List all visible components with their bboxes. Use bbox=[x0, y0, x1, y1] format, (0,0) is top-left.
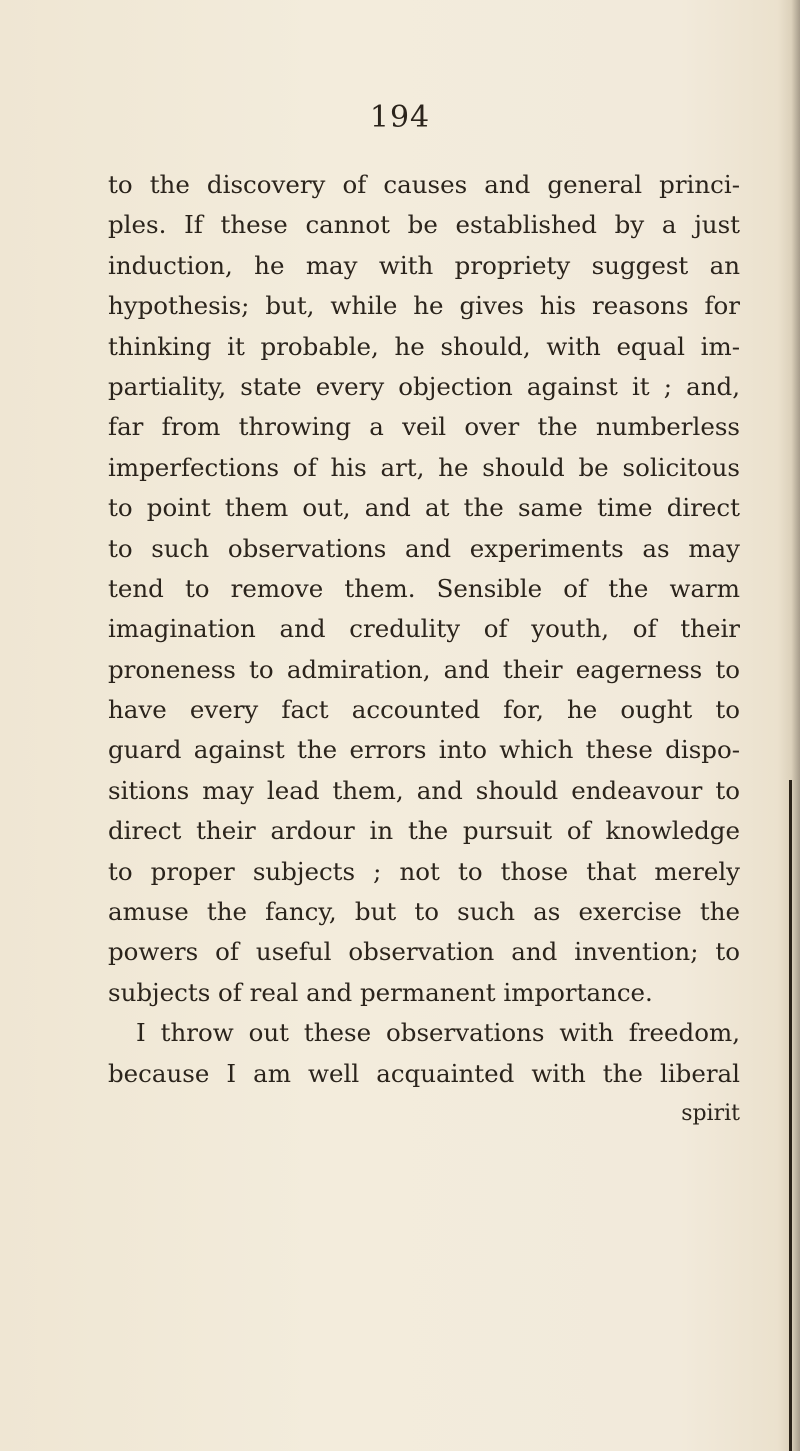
text-line: imperfections of his art, he should be solicitous bbox=[108, 452, 740, 482]
text-line: proneness to admiration, and their eagerness to bbox=[108, 654, 740, 684]
text-line: to proper subjects ; not to those that merely bbox=[108, 856, 740, 886]
text-line: far from throwing a veil over the numberless bbox=[108, 412, 740, 442]
text-line: to the discovery of causes and general princi- bbox=[108, 170, 740, 199]
text-line: to such observations and experiments as may bbox=[108, 533, 740, 563]
text-line: powers of useful observation and invention; to bbox=[108, 937, 740, 967]
text-line: I throw out these observations with freedom, bbox=[136, 1018, 740, 1048]
text-line: thinking it probable, he should, with equal im- bbox=[108, 331, 740, 361]
page-number: 194 bbox=[369, 100, 431, 135]
catchword: spirit bbox=[681, 1100, 740, 1126]
text-line: because I am well acquainted with the liberal bbox=[108, 1058, 740, 1088]
text-line: have every fact accounted for, he ought to bbox=[108, 695, 740, 725]
body-text bbox=[108, 165, 740, 1134]
text-line: induction, he may with propriety suggest an bbox=[108, 250, 740, 280]
text-line: amuse the fancy, but to such as exercise the bbox=[108, 897, 740, 927]
text-line: imagination and credulity of youth, of their bbox=[108, 614, 740, 644]
page-edge-line bbox=[789, 780, 792, 1451]
text-line: ples. If these cannot be established by a just bbox=[108, 210, 740, 240]
text-line: sitions may lead them, and should endeavour to bbox=[108, 775, 740, 805]
text-line: tend to remove them. Sensible of the warm bbox=[108, 573, 740, 603]
text-line: hypothesis; but, while he gives his reasons for bbox=[108, 291, 740, 321]
text-line: guard against the errors into which these dispo- bbox=[108, 735, 740, 765]
text-line: partiality, state every objection against it ; and, bbox=[108, 371, 740, 401]
text-line: to point them out, and at the same time direct bbox=[108, 493, 740, 523]
text-line: direct their ardour in the pursuit of knowledge bbox=[108, 816, 740, 846]
text-line: subjects of real and permanent importance. bbox=[108, 977, 653, 1007]
